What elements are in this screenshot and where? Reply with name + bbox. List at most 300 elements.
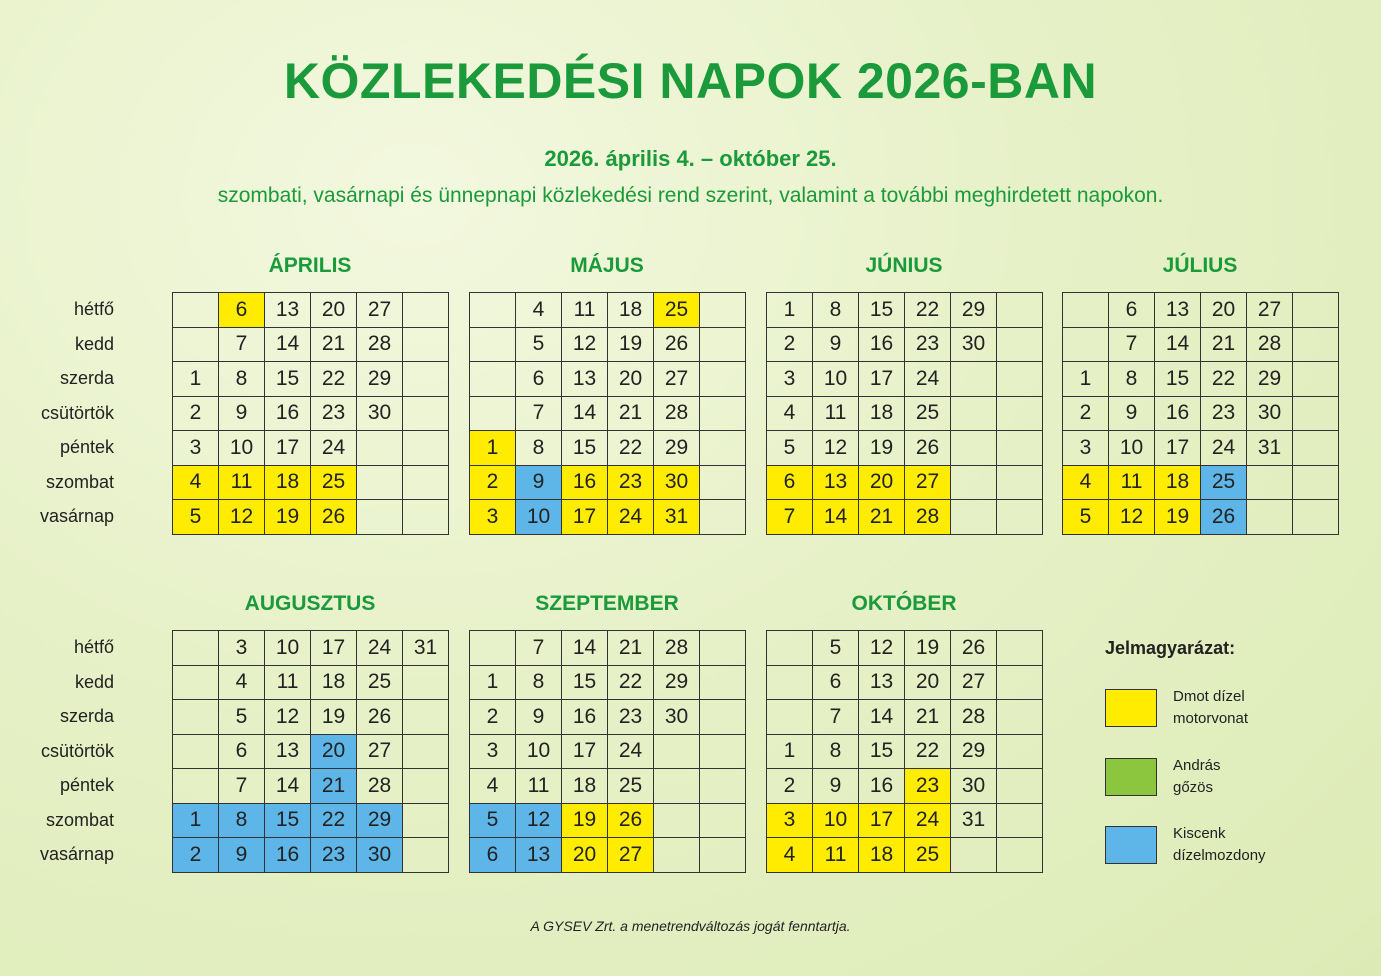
calendar-day-cell: 14 [562, 397, 608, 432]
calendar-day-cell: 29 [951, 735, 997, 770]
weekday-label: kedd [74, 333, 114, 354]
calendar-day-cell: 12 [265, 700, 311, 735]
calendar-day-cell: 8 [813, 293, 859, 328]
calendar-day-cell: 19 [859, 431, 905, 466]
calendar-day-cell: 10 [1109, 431, 1155, 466]
calendar-day-cell: 21 [311, 769, 357, 804]
legend-label-line1: Kiscenk [1173, 825, 1226, 842]
calendar-day-cell: 3 [1063, 431, 1109, 466]
calendar-day-cell: 14 [1155, 328, 1201, 363]
calendar-day-cell: 17 [859, 804, 905, 839]
calendar-day-cell: 18 [311, 666, 357, 701]
calendar-day-cell: 21 [905, 700, 951, 735]
weekday-label: vasárnap [39, 506, 114, 526]
calendar-day-cell: 27 [357, 735, 403, 770]
month-title: SZEPTEMBER [535, 592, 679, 615]
calendar-day-cell: 3 [219, 631, 265, 666]
calendar-day-cell: 1 [1063, 362, 1109, 397]
calendar-day-cell [173, 700, 219, 735]
calendar-day-cell: 11 [813, 838, 859, 873]
calendar-day-cell: 9 [516, 700, 562, 735]
calendar-day-cell [357, 500, 403, 535]
month-title: ÁPRILIS [268, 254, 352, 277]
calendar-day-cell [700, 735, 746, 770]
legend-swatch-yellow [1105, 689, 1157, 727]
calendar-day-cell [403, 700, 449, 735]
calendar-day-cell: 6 [219, 293, 265, 328]
calendar-day-cell: 28 [905, 500, 951, 535]
calendar-day-cell: 24 [1201, 431, 1247, 466]
weekday-label: kedd [74, 671, 114, 692]
calendar-day-cell: 11 [265, 666, 311, 701]
calendar-day-cell: 10 [265, 631, 311, 666]
weekday-labels [0, 630, 114, 872]
calendar-day-cell: 12 [562, 328, 608, 363]
calendar-day-cell [173, 735, 219, 770]
calendar-day-cell: 2 [1063, 397, 1109, 432]
calendar-day-cell: 6 [219, 735, 265, 770]
calendar-day-cell [403, 666, 449, 701]
calendar-day-cell: 27 [951, 666, 997, 701]
calendar-day-cell: 20 [562, 838, 608, 873]
calendar-day-cell: 19 [905, 631, 951, 666]
calendar-day-cell [997, 362, 1043, 397]
calendar-day-cell: 1 [173, 362, 219, 397]
calendar-day-cell: 3 [470, 500, 516, 535]
calendar-day-cell: 29 [1247, 362, 1293, 397]
calendar-day-cell [470, 397, 516, 432]
calendar-day-cell: 2 [470, 700, 516, 735]
calendar-day-cell: 9 [1109, 397, 1155, 432]
calendar-day-cell: 1 [470, 666, 516, 701]
legend-swatch-green [1105, 758, 1157, 796]
calendar-day-cell: 23 [608, 466, 654, 501]
calendar-day-cell: 18 [859, 838, 905, 873]
calendar-day-cell [700, 700, 746, 735]
calendar-day-cell: 28 [1247, 328, 1293, 363]
calendar-day-cell: 29 [654, 666, 700, 701]
calendar-day-cell: 23 [311, 838, 357, 873]
calendar-day-cell [997, 431, 1043, 466]
calendar-day-cell: 7 [516, 631, 562, 666]
calendar-day-cell: 31 [654, 500, 700, 535]
calendar-day-cell: 30 [654, 700, 700, 735]
calendar-day-cell: 5 [1063, 500, 1109, 535]
calendar-day-cell: 13 [562, 362, 608, 397]
legend-item-andras [1105, 755, 1283, 799]
calendar-day-cell [1293, 397, 1339, 432]
legend-label-line2: motorvonat [1173, 710, 1249, 727]
legend-label-line2: dízelmozdony [1173, 847, 1266, 864]
calendar-day-cell: 21 [859, 500, 905, 535]
calendar-day-cell: 17 [311, 631, 357, 666]
legend-label [1173, 755, 1283, 799]
calendar-day-cell: 8 [219, 362, 265, 397]
calendar-day-cell: 4 [767, 397, 813, 432]
calendar-day-cell: 5 [470, 804, 516, 839]
calendar-day-cell: 28 [357, 328, 403, 363]
calendar-day-cell: 28 [357, 769, 403, 804]
calendar-day-cell: 31 [951, 804, 997, 839]
calendar-day-cell [1293, 466, 1339, 501]
calendar-day-cell [700, 838, 746, 873]
calendar-day-cell [403, 362, 449, 397]
calendar-day-cell: 25 [1201, 466, 1247, 501]
calendar-day-cell: 19 [562, 804, 608, 839]
weekday-label: szombat [45, 471, 114, 492]
calendar-day-cell: 21 [311, 328, 357, 363]
calendar-day-cell: 31 [1247, 431, 1293, 466]
calendar-day-cell [700, 631, 746, 666]
calendar-day-cell [403, 769, 449, 804]
month-title: AUGUSZTUS [244, 592, 376, 615]
calendar-day-cell: 22 [311, 804, 357, 839]
calendar-day-cell: 2 [767, 328, 813, 363]
calendar-day-cell: 8 [813, 735, 859, 770]
calendar-day-cell: 17 [1155, 431, 1201, 466]
calendar-day-cell: 1 [767, 293, 813, 328]
calendar-day-cell: 16 [265, 397, 311, 432]
legend-label-line1: Dmot dízel [1173, 688, 1245, 705]
calendar-day-cell: 10 [813, 804, 859, 839]
calendar-day-cell [997, 631, 1043, 666]
calendar-day-cell: 14 [813, 500, 859, 535]
calendar-day-cell: 27 [905, 466, 951, 501]
calendar-day-cell [403, 293, 449, 328]
weekday-label: szerda [59, 706, 114, 726]
calendar-day-cell: 4 [470, 769, 516, 804]
calendar-day-cell: 11 [813, 397, 859, 432]
calendar-day-cell: 15 [265, 362, 311, 397]
calendar-day-cell: 27 [608, 838, 654, 873]
calendar-day-cell [403, 328, 449, 363]
month-title: MÁJUS [570, 254, 644, 277]
calendar-day-cell: 4 [767, 838, 813, 873]
calendar-day-cell: 16 [562, 466, 608, 501]
calendar-day-cell: 25 [357, 666, 403, 701]
calendar-day-cell: 20 [311, 735, 357, 770]
calendar-day-cell [700, 466, 746, 501]
calendar-day-cell: 23 [1201, 397, 1247, 432]
calendar-day-cell: 29 [357, 362, 403, 397]
calendar-day-cell: 16 [265, 838, 311, 873]
calendar-day-cell: 2 [173, 838, 219, 873]
calendar-day-cell: 12 [813, 431, 859, 466]
calendar-day-cell [700, 328, 746, 363]
calendar-day-cell: 18 [562, 769, 608, 804]
calendar-day-cell [951, 466, 997, 501]
calendar-day-cell: 26 [357, 700, 403, 735]
calendar-day-cell: 28 [951, 700, 997, 735]
calendar-day-cell [1293, 431, 1339, 466]
weekday-label: péntek [59, 775, 114, 795]
calendar-day-cell [1247, 466, 1293, 501]
legend-title: Jelmagyarázat: [1105, 638, 1236, 658]
calendar-day-cell: 6 [1109, 293, 1155, 328]
calendar-day-cell [403, 838, 449, 873]
calendar-day-cell: 20 [859, 466, 905, 501]
calendar-day-cell: 25 [654, 293, 700, 328]
calendar-day-cell: 16 [859, 769, 905, 804]
calendar-day-cell: 11 [562, 293, 608, 328]
calendar-day-cell: 21 [608, 397, 654, 432]
calendar-day-cell: 30 [951, 769, 997, 804]
calendar-day-cell: 8 [516, 666, 562, 701]
calendar-day-cell [173, 666, 219, 701]
calendar-day-cell [173, 328, 219, 363]
calendar-day-cell: 18 [1155, 466, 1201, 501]
calendar-day-cell: 14 [859, 700, 905, 735]
calendar-day-cell: 7 [516, 397, 562, 432]
calendar-day-cell: 19 [608, 328, 654, 363]
calendar-day-cell: 12 [1109, 500, 1155, 535]
calendar-day-cell [951, 431, 997, 466]
calendar-day-cell: 17 [265, 431, 311, 466]
calendar-day-cell [173, 631, 219, 666]
calendar-day-cell: 4 [219, 666, 265, 701]
calendar-day-cell [700, 500, 746, 535]
calendar-day-cell: 27 [357, 293, 403, 328]
calendar-day-cell [997, 500, 1043, 535]
calendar-day-cell: 1 [173, 804, 219, 839]
weekday-label: péntek [59, 437, 114, 457]
calendar-day-cell: 7 [219, 769, 265, 804]
calendar-day-cell: 4 [516, 293, 562, 328]
calendar-day-cell [357, 431, 403, 466]
calendar-day-cell [403, 735, 449, 770]
calendar-day-cell: 30 [654, 466, 700, 501]
calendar-day-cell [700, 431, 746, 466]
month-calendar-grid [172, 630, 449, 873]
calendar-day-cell: 5 [173, 500, 219, 535]
calendar-day-cell: 20 [905, 666, 951, 701]
calendar-day-cell [403, 466, 449, 501]
calendar-day-cell: 9 [813, 769, 859, 804]
calendar-day-cell: 14 [265, 328, 311, 363]
month-calendar-grid [469, 292, 746, 535]
calendar-day-cell: 30 [951, 328, 997, 363]
calendar-day-cell [1293, 500, 1339, 535]
calendar-day-cell: 9 [813, 328, 859, 363]
month-title: OKTÓBER [851, 592, 957, 615]
calendar-day-cell: 16 [562, 700, 608, 735]
calendar-day-cell: 28 [654, 397, 700, 432]
calendar-day-cell: 22 [608, 431, 654, 466]
calendar-day-cell [654, 735, 700, 770]
calendar-day-cell: 16 [1155, 397, 1201, 432]
calendar-day-cell: 11 [1109, 466, 1155, 501]
calendar-day-cell [997, 666, 1043, 701]
legend-label-line1: András [1173, 757, 1221, 774]
calendar-day-cell: 5 [219, 700, 265, 735]
calendar-day-cell: 29 [654, 431, 700, 466]
calendar-day-cell [700, 804, 746, 839]
calendar-day-cell [997, 466, 1043, 501]
calendar-day-cell: 21 [608, 631, 654, 666]
calendar-day-cell [654, 769, 700, 804]
calendar-day-cell: 10 [516, 735, 562, 770]
calendar-day-cell [997, 328, 1043, 363]
calendar-day-cell: 14 [265, 769, 311, 804]
calendar-day-cell [1063, 328, 1109, 363]
calendar-day-cell [997, 735, 1043, 770]
calendar-day-cell: 29 [357, 804, 403, 839]
calendar-day-cell: 13 [1155, 293, 1201, 328]
calendar-day-cell: 4 [173, 466, 219, 501]
calendar-day-cell [357, 466, 403, 501]
calendar-day-cell: 21 [1201, 328, 1247, 363]
calendar-day-cell: 15 [265, 804, 311, 839]
calendar-day-cell: 15 [562, 666, 608, 701]
calendar-day-cell [1063, 293, 1109, 328]
calendar-day-cell [997, 804, 1043, 839]
legend-label-line2: gőzös [1173, 779, 1214, 796]
calendar-day-cell [997, 700, 1043, 735]
calendar-day-cell: 10 [516, 500, 562, 535]
calendar-day-cell: 3 [173, 431, 219, 466]
calendar-day-cell: 5 [813, 631, 859, 666]
calendar-day-cell [767, 666, 813, 701]
month-calendar-grid [172, 292, 449, 535]
calendar-day-cell [700, 362, 746, 397]
calendar-day-cell: 29 [951, 293, 997, 328]
footer-note: A GYSEV Zrt. a menetrendváltozás jogát fenntartja. [530, 918, 851, 934]
calendar-day-cell: 24 [905, 362, 951, 397]
calendar-day-cell: 25 [905, 397, 951, 432]
calendar-day-cell [997, 293, 1043, 328]
calendar-day-cell: 4 [1063, 466, 1109, 501]
calendar-day-cell: 26 [951, 631, 997, 666]
calendar-day-cell: 10 [219, 431, 265, 466]
calendar-day-cell: 23 [311, 397, 357, 432]
calendar-day-cell: 13 [516, 838, 562, 873]
weekday-label: csütörtök [40, 402, 114, 423]
month-calendar-grid [1062, 292, 1339, 535]
calendar-day-cell: 26 [905, 431, 951, 466]
calendar-day-cell: 5 [767, 431, 813, 466]
calendar-day-cell: 24 [608, 500, 654, 535]
calendar-day-cell: 17 [562, 500, 608, 535]
calendar-day-cell: 17 [859, 362, 905, 397]
month-title: JÚLIUS [1162, 254, 1238, 277]
calendar-day-cell: 24 [357, 631, 403, 666]
calendar-day-cell [951, 500, 997, 535]
weekday-label: csütörtök [40, 740, 114, 761]
calendar-day-cell: 2 [470, 466, 516, 501]
calendar-day-cell: 5 [516, 328, 562, 363]
calendar-day-cell: 2 [767, 769, 813, 804]
month-calendar-grid [766, 630, 1043, 873]
calendar-day-cell [997, 838, 1043, 873]
calendar-day-cell: 23 [608, 700, 654, 735]
calendar-day-cell [951, 838, 997, 873]
calendar-day-cell [1293, 293, 1339, 328]
calendar-day-cell: 9 [516, 466, 562, 501]
calendar-day-cell: 20 [1201, 293, 1247, 328]
month-title: JÚNIUS [865, 254, 943, 277]
calendar-day-cell: 31 [403, 631, 449, 666]
calendar-day-cell: 9 [219, 838, 265, 873]
calendar-day-cell: 15 [562, 431, 608, 466]
calendar-day-cell [403, 804, 449, 839]
calendar-day-cell: 9 [219, 397, 265, 432]
calendar-day-cell: 7 [813, 700, 859, 735]
calendar-day-cell: 19 [1155, 500, 1201, 535]
calendar-day-cell: 23 [905, 769, 951, 804]
calendar-day-cell: 25 [608, 769, 654, 804]
calendar-day-cell [403, 397, 449, 432]
calendar-day-cell: 30 [357, 838, 403, 873]
calendar-day-cell [173, 769, 219, 804]
calendar-day-cell: 19 [265, 500, 311, 535]
calendar-day-cell: 7 [767, 500, 813, 535]
calendar-day-cell: 23 [905, 328, 951, 363]
calendar-day-cell: 13 [813, 466, 859, 501]
calendar-day-cell: 12 [859, 631, 905, 666]
calendar-day-cell: 24 [608, 735, 654, 770]
calendar-day-cell: 3 [767, 362, 813, 397]
calendar-day-cell: 26 [608, 804, 654, 839]
calendar-day-cell: 28 [654, 631, 700, 666]
calendar-day-cell [470, 362, 516, 397]
calendar-day-cell: 3 [767, 804, 813, 839]
calendar-day-cell [951, 362, 997, 397]
calendar-day-cell: 24 [905, 804, 951, 839]
calendar-day-cell: 26 [311, 500, 357, 535]
calendar-day-cell [1293, 328, 1339, 363]
calendar-day-cell: 15 [859, 735, 905, 770]
calendar-day-cell: 1 [767, 735, 813, 770]
calendar-day-cell: 14 [562, 631, 608, 666]
calendar-day-cell: 19 [311, 700, 357, 735]
calendar-day-cell: 18 [608, 293, 654, 328]
calendar-day-cell: 6 [470, 838, 516, 873]
calendar-day-cell: 1 [470, 431, 516, 466]
calendar-day-cell: 13 [265, 735, 311, 770]
weekday-label: vasárnap [39, 844, 114, 864]
weekday-labels [0, 292, 114, 534]
calendar-day-cell: 27 [654, 362, 700, 397]
calendar-day-cell: 20 [311, 293, 357, 328]
legend-label [1173, 686, 1283, 730]
calendar-day-cell: 22 [311, 362, 357, 397]
calendar-day-cell: 11 [219, 466, 265, 501]
calendar-day-cell: 30 [1247, 397, 1293, 432]
calendar-day-cell: 20 [608, 362, 654, 397]
calendar-day-cell: 17 [562, 735, 608, 770]
calendar-day-cell: 10 [813, 362, 859, 397]
season-dates: 2026. április 4. – október 25. [544, 146, 837, 171]
calendar-day-cell: 11 [516, 769, 562, 804]
calendar-day-cell: 12 [516, 804, 562, 839]
month-calendar-grid [766, 292, 1043, 535]
calendar-day-cell [470, 328, 516, 363]
calendar-day-cell: 18 [859, 397, 905, 432]
calendar-day-cell [997, 769, 1043, 804]
season-description: szombati, vasárnapi és ünnepnapi közlekedési rend szerint, valamint a további meghirdetett napokon. [217, 184, 1164, 207]
calendar-day-cell [767, 631, 813, 666]
calendar-day-cell [700, 769, 746, 804]
calendar-day-cell: 26 [654, 328, 700, 363]
calendar-day-cell [951, 397, 997, 432]
calendar-day-cell: 15 [859, 293, 905, 328]
calendar-day-cell: 25 [311, 466, 357, 501]
calendar-day-cell [767, 700, 813, 735]
calendar-day-cell: 22 [905, 293, 951, 328]
calendar-day-cell: 3 [470, 735, 516, 770]
calendar-day-cell [470, 293, 516, 328]
calendar-day-cell: 15 [1155, 362, 1201, 397]
